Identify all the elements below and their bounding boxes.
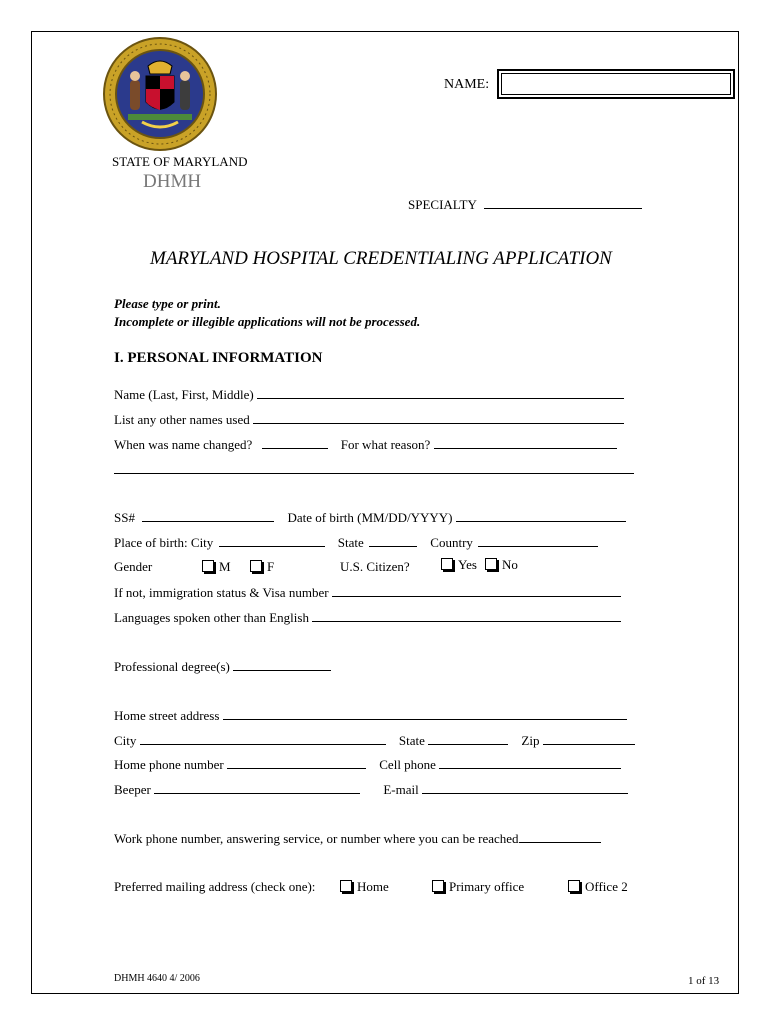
reason-field[interactable] [434, 436, 617, 449]
immigration-row: If not, immigration status & Visa number [114, 584, 621, 601]
birth-state-field[interactable] [369, 534, 417, 547]
ss-field[interactable] [142, 509, 274, 522]
name-row: Name (Last, First, Middle) [114, 386, 624, 403]
citizen-no-option[interactable]: No [485, 557, 518, 573]
mail-office2-checkbox[interactable] [568, 880, 580, 892]
gender-label: Gender [114, 559, 153, 574]
citizen-no-checkbox[interactable] [485, 558, 497, 570]
work-phone-row: Work phone number, answering service, or number where you can be reached [114, 830, 601, 847]
mail-home-option[interactable]: Home [340, 879, 389, 895]
other-names-row: List any other names used [114, 411, 624, 428]
instruction-1: Please type or print. [114, 296, 221, 311]
form-page [31, 31, 739, 994]
languages-row: Languages spoken other than English [114, 609, 621, 626]
birth-city-field[interactable] [219, 534, 325, 547]
email-field[interactable] [422, 781, 628, 794]
full-name-field[interactable] [257, 386, 624, 399]
zip-field[interactable] [543, 732, 635, 745]
immigration-field[interactable] [332, 584, 621, 597]
mail-home-checkbox[interactable] [340, 880, 352, 892]
gender-f-checkbox[interactable] [250, 560, 262, 572]
state-field[interactable] [428, 732, 508, 745]
mail-primary-option[interactable]: Primary office [432, 879, 524, 895]
mailing-label: Preferred mailing address (check one): [114, 879, 316, 894]
mail-office2-option[interactable]: Office 2 [568, 879, 628, 895]
ss-row: SS# Date of birth (MM/DD/YYYY) [114, 509, 626, 526]
specialty-label: SPECIALTY [408, 196, 642, 213]
degree-row: Professional degree(s) [114, 658, 331, 675]
beeper-field[interactable] [154, 781, 360, 794]
instruction-2: Incomplete or illegible applications will not be processed. [114, 314, 421, 329]
home-phone-field[interactable] [227, 756, 366, 769]
specialty-field[interactable] [484, 196, 642, 209]
other-names-field[interactable] [253, 411, 624, 424]
name-label: NAME: [444, 77, 490, 92]
section-heading: I. PERSONAL INFORMATION [114, 350, 323, 366]
work-phone-field[interactable] [519, 830, 601, 843]
citizen-yes-option[interactable]: Yes [441, 557, 477, 573]
name-input[interactable] [497, 69, 735, 99]
citizen-yes-checkbox[interactable] [441, 558, 453, 570]
name-changed-field[interactable] [262, 436, 328, 449]
phone-row: Home phone number Cell phone [114, 756, 621, 773]
state-label: STATE OF MARYLAND [112, 154, 248, 169]
name-change-row: When was name changed? For what reason? [114, 436, 617, 453]
gender-m-checkbox[interactable] [202, 560, 214, 572]
city-row: City State Zip [114, 732, 635, 749]
citizen-label: U.S. Citizen? [340, 559, 410, 574]
home-address-field[interactable] [223, 707, 627, 720]
city-field[interactable] [140, 732, 386, 745]
gender-m-option[interactable]: M [202, 559, 231, 575]
page-title: MARYLAND HOSPITAL CREDENTIALING APPLICATION [150, 248, 612, 269]
languages-field[interactable] [312, 609, 621, 622]
birth-country-field[interactable] [478, 534, 598, 547]
beeper-row: Beeper E-mail [114, 781, 628, 798]
birthplace-row: Place of birth: City State Country [114, 534, 598, 551]
agency-label: DHMH [143, 171, 202, 192]
reason-line-2[interactable] [114, 473, 634, 474]
page-number: 1 of 13 [688, 975, 720, 987]
form-id: DHMH 4640 4/ 2006 [114, 973, 200, 984]
dob-field[interactable] [456, 509, 626, 522]
address-row: Home street address [114, 707, 627, 724]
cell-phone-field[interactable] [439, 756, 621, 769]
gender-f-option[interactable]: F [250, 559, 274, 575]
degree-field[interactable] [233, 658, 331, 671]
maryland-seal-icon [102, 36, 218, 152]
mail-primary-checkbox[interactable] [432, 880, 444, 892]
